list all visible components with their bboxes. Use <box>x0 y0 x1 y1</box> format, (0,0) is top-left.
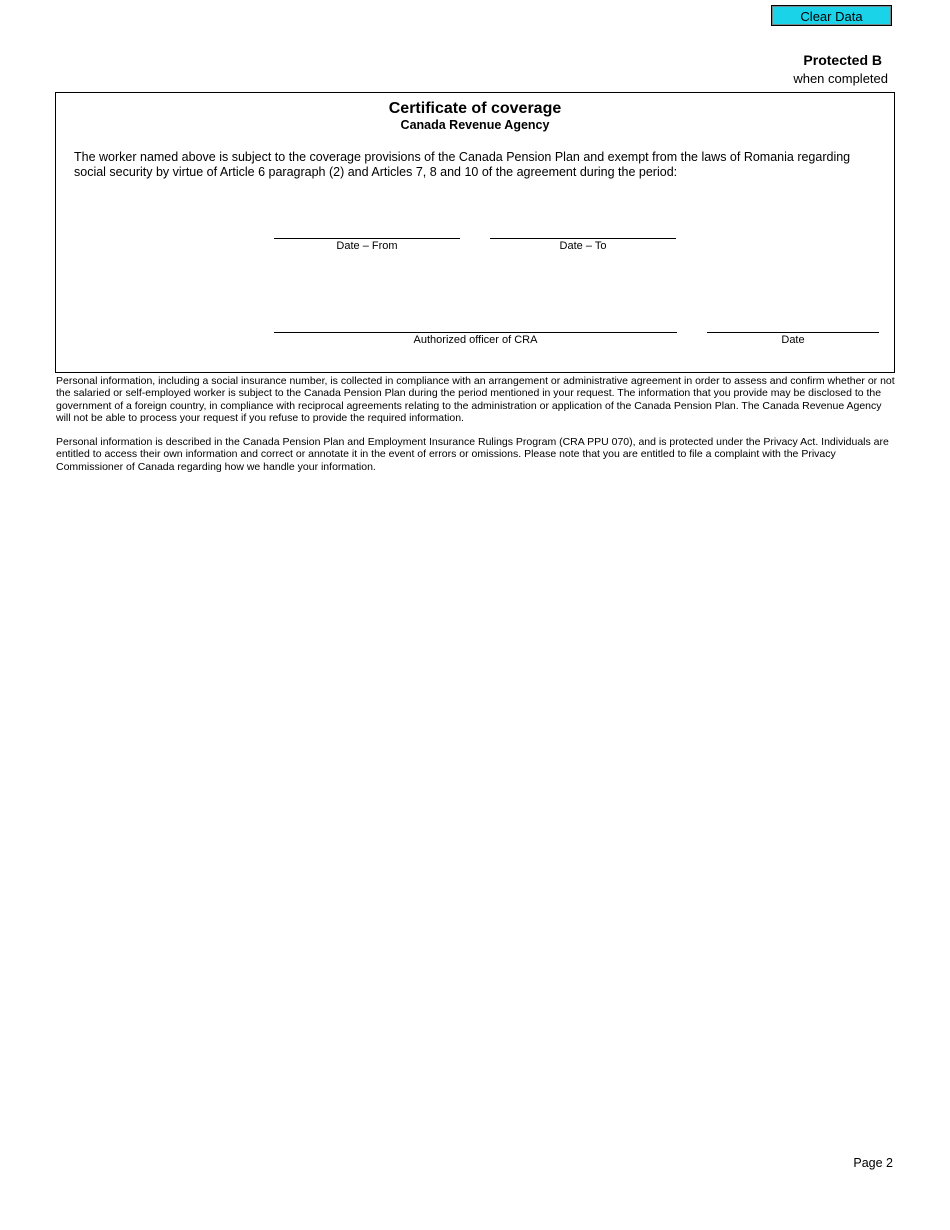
date-from-label: Date – From <box>336 240 398 252</box>
officer-signature-field[interactable] <box>274 332 677 333</box>
signature-date-field[interactable] <box>707 332 879 333</box>
officer-label: Authorized officer of CRA <box>413 334 538 346</box>
protected-note: when completed <box>793 71 888 86</box>
date-from-field[interactable] <box>274 238 460 239</box>
protected-label: Protected B <box>803 52 882 68</box>
certificate-subtitle: Canada Revenue Agency <box>400 118 550 132</box>
page-number: Page 2 <box>853 1156 893 1170</box>
certificate-title: Certificate of coverage <box>388 100 562 117</box>
privacy-paragraph-2: Personal information is described in the Canada Pension Plan and Employment Insurance Rulings Program (CRA PPU 070), and is protected under the Privacy Act. Individuals are entitled to access their own information and correct or annotate it in the event of errors or omissions. Please note that you are entitled to file a complaint with the Privacy Commissioner of Canada regarding how we handle your information. <box>56 436 889 473</box>
signature-date-label: Date <box>781 334 805 346</box>
privacy-paragraph-1: Personal information, including a social insurance number, is collected in compliance with an arrangement or administrative agreement in order to assess and confirm whether or not the salaried or self-employed worker is subject to the Canada Pension Plan during the period mentioned in your request. The information that you provide may be disclosed to the government of a foreign country, in compliance with reciprocal agreements relating to the administration or application of the Canada Pension Plan. The Canada Revenue Agency will not be able to process your request if you refuse to provide the required information. <box>56 375 895 425</box>
date-to-field[interactable] <box>490 238 676 239</box>
clear-data-button[interactable]: Clear Data <box>771 5 892 26</box>
date-to-label: Date – To <box>559 240 607 252</box>
certificate-body: The worker named above is subject to the coverage provisions of the Canada Pension Plan and exempt from the laws of Romania regarding social security by virtue of Article 6 paragraph (2) and Articles 7, 8 and 10 of the agreement during the period: <box>74 150 851 179</box>
certificate-box <box>55 92 895 373</box>
